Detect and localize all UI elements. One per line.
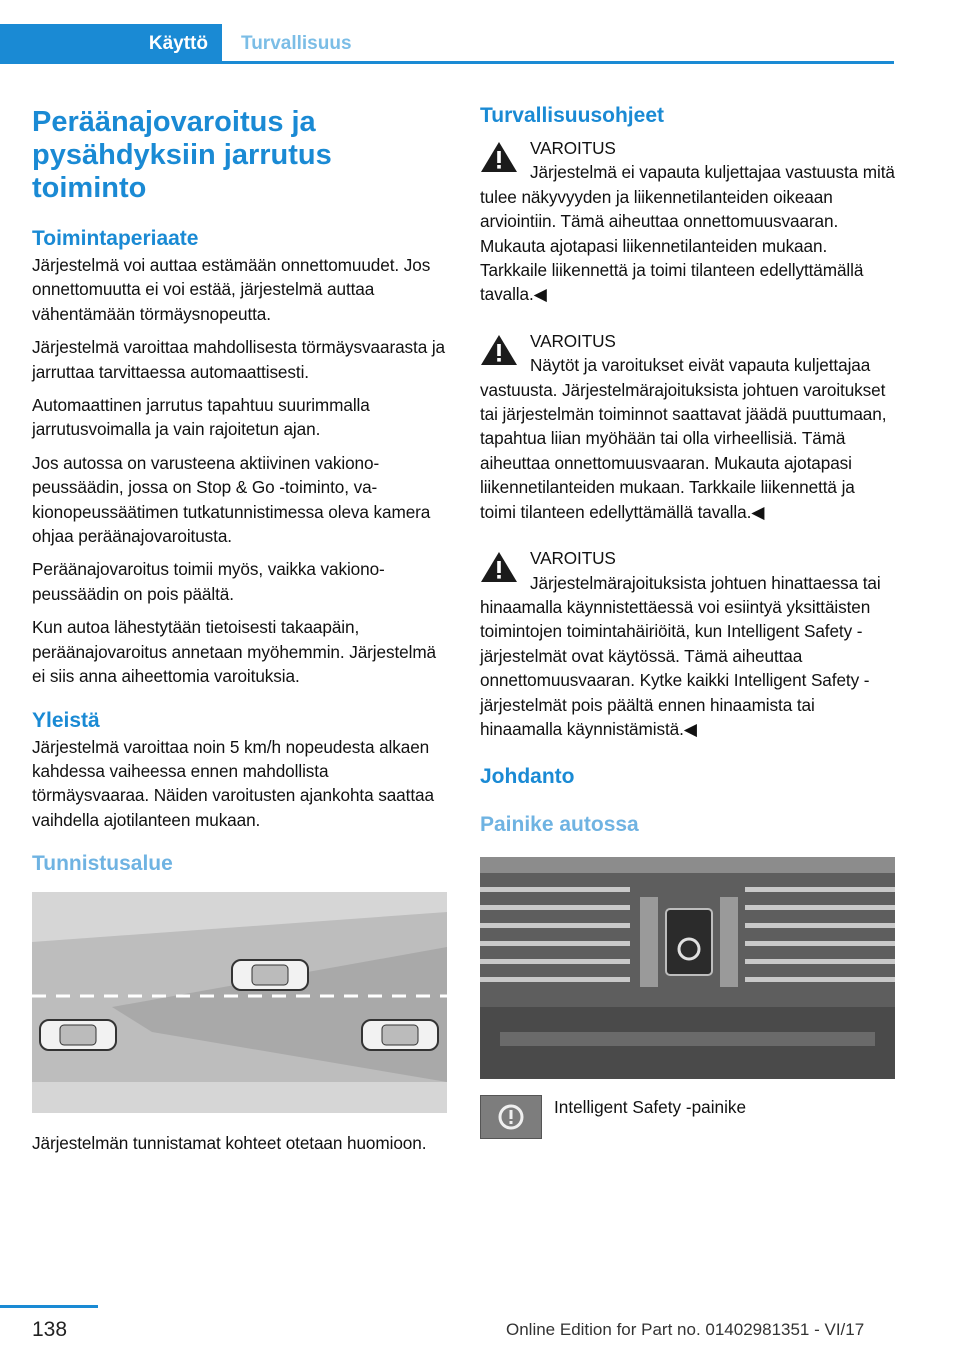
paragraph: Jos autossa on varusteena aktiivinen vakionopeussäädin, jossa on Stop & Go -toiminto, vakionopeussäätimen tutkatunnistimessa oleva kamera ohjaa peräänajovaroitusta. — [32, 452, 431, 547]
warning-label: VAROITUS — [530, 548, 616, 569]
section-heading-principle: Toimintaperiaate — [32, 227, 199, 250]
warning-text: Järjestelmä ei vapauta kuljettajaa vastuusta mitä tulee näkyvyyden ja liikennetilanteiden oikeaan arviointiin. Tämä aiheuttaa onnettomuusvaaran. Mukauta ajotapasi liikennetilanteiden mukaan. Tarkkaile liikennettä ja toimi tilanteen edellyttämällä tavalla.◀ — [480, 162, 895, 305]
paragraph: Järjestelmä voi auttaa estämään onnettomuudet. Jos onnettomuutta ei voi estää, järjestelmä auttaa vähentämään törmäysnopeutta. — [32, 255, 431, 324]
paragraph: Järjestelmä varoittaa noin 5 km/h nopeudesta alkaen kahdessa vaiheessa ennen mahdollista törmäysvaaraa. Näiden varoitusten ajankohta saattaa vaihdella ajotilanteen mukaan. — [32, 736, 434, 830]
section-heading-detection: Tunnistusalue — [32, 852, 173, 876]
tab-turvallisuus[interactable]: Turvallisuus — [241, 33, 352, 54]
button-caption: Intelligent Safety -painike — [554, 1097, 747, 1118]
footer-rule — [0, 1305, 98, 1308]
section-heading-general: Yleistä — [32, 708, 100, 732]
warning-text: Järjestelmärajoituksista johtuen hinattaessa tai hinaamalla käynnistettäessä voi esiintyä yksittäisten toimintojen toimintahäiriöitä, kun Intelligent Safety -järjestelmät ovat käytössä. Tämä aiheuttaa onnettomuusvaaran. Kytke kaikki Intelligent Safety -järjestelmät pois päältä ennen hinaamista tai hinaamalla käynnistämistä.◀ — [480, 572, 881, 739]
detection-range-illustration — [32, 892, 447, 1113]
dashboard-button-photo — [480, 857, 895, 1079]
car-icon — [232, 960, 308, 990]
car-icon — [362, 1020, 438, 1050]
left-column — [32, 96, 447, 1165]
warning-label: VAROITUS — [530, 138, 616, 158]
warning-block — [480, 136, 895, 307]
tab-kaytto[interactable]: Käyttö — [148, 33, 208, 54]
edition-note: Online Edition for Part no. 01402981351 - VI/17 — [506, 1320, 865, 1339]
warning-text: Näytöt ja varoitukset eivät vapauta kuljettajaa vastuusta. Järjestelmärajoituksista johtuen varoitukset tai järjestelmän toiminnot saattavat jäädä puuttumaan, tapahtua liian myöhään tai olla virheellisiä. Tämä aiheuttaa onnettomuusvaaran. Mukauta ajotapasi liikennetilanteiden mukaan. Tarkkaile liikennettä ja toimi tilanteen edellyttämällä tavalla.◀ — [480, 355, 887, 522]
diagram-caption: Järjestelmän tunnistamat kohteet otetaan huomioon. — [32, 1133, 427, 1154]
warning-block — [480, 329, 895, 524]
section-heading-safety: Turvallisuusohjeet — [480, 104, 664, 127]
dashboard-vents-illustration — [480, 857, 895, 1079]
warning-triangle-icon — [480, 550, 518, 584]
header-rule — [222, 61, 894, 64]
paragraph: Kun autoa lähestytään tietoisesti takaapäin, peräänajovaroitus annetaan myöhemmin. Järjestelmä ei siis anna aiheettomia varoituksia. — [32, 617, 437, 687]
right-column — [480, 96, 895, 1145]
section-heading-intro: Johdanto — [480, 765, 575, 789]
intelligent-safety-button-icon — [480, 1095, 542, 1139]
warning-triangle-icon — [480, 140, 518, 174]
warning-block — [480, 546, 895, 741]
paragraph: Automaattinen jarrutus tapahtuu suurimmalla jarrutusvoimalla ja vain rajoitetun ajan. — [32, 395, 370, 440]
car-icon — [40, 1020, 116, 1050]
page-title: Peräänajovaroitus ja pysähdyksiin jarrutus toiminto — [32, 106, 332, 204]
warning-triangle-icon — [480, 333, 518, 367]
detection-range-diagram — [32, 892, 447, 1113]
paragraph: Järjestelmä varoittaa mahdollisesta törmäysvaarasta ja jarruttaa tarvittaessa automaattisesti. — [32, 337, 446, 382]
paragraph: Peräänajovaroitus toimii myös, vaikka vakionopeussäädin on pois päältä. — [32, 559, 385, 604]
warning-label: VAROITUS — [530, 330, 616, 351]
section-heading-button: Painike autossa — [480, 813, 639, 837]
button-legend — [480, 1089, 895, 1145]
page-number: 138 — [32, 1318, 68, 1341]
